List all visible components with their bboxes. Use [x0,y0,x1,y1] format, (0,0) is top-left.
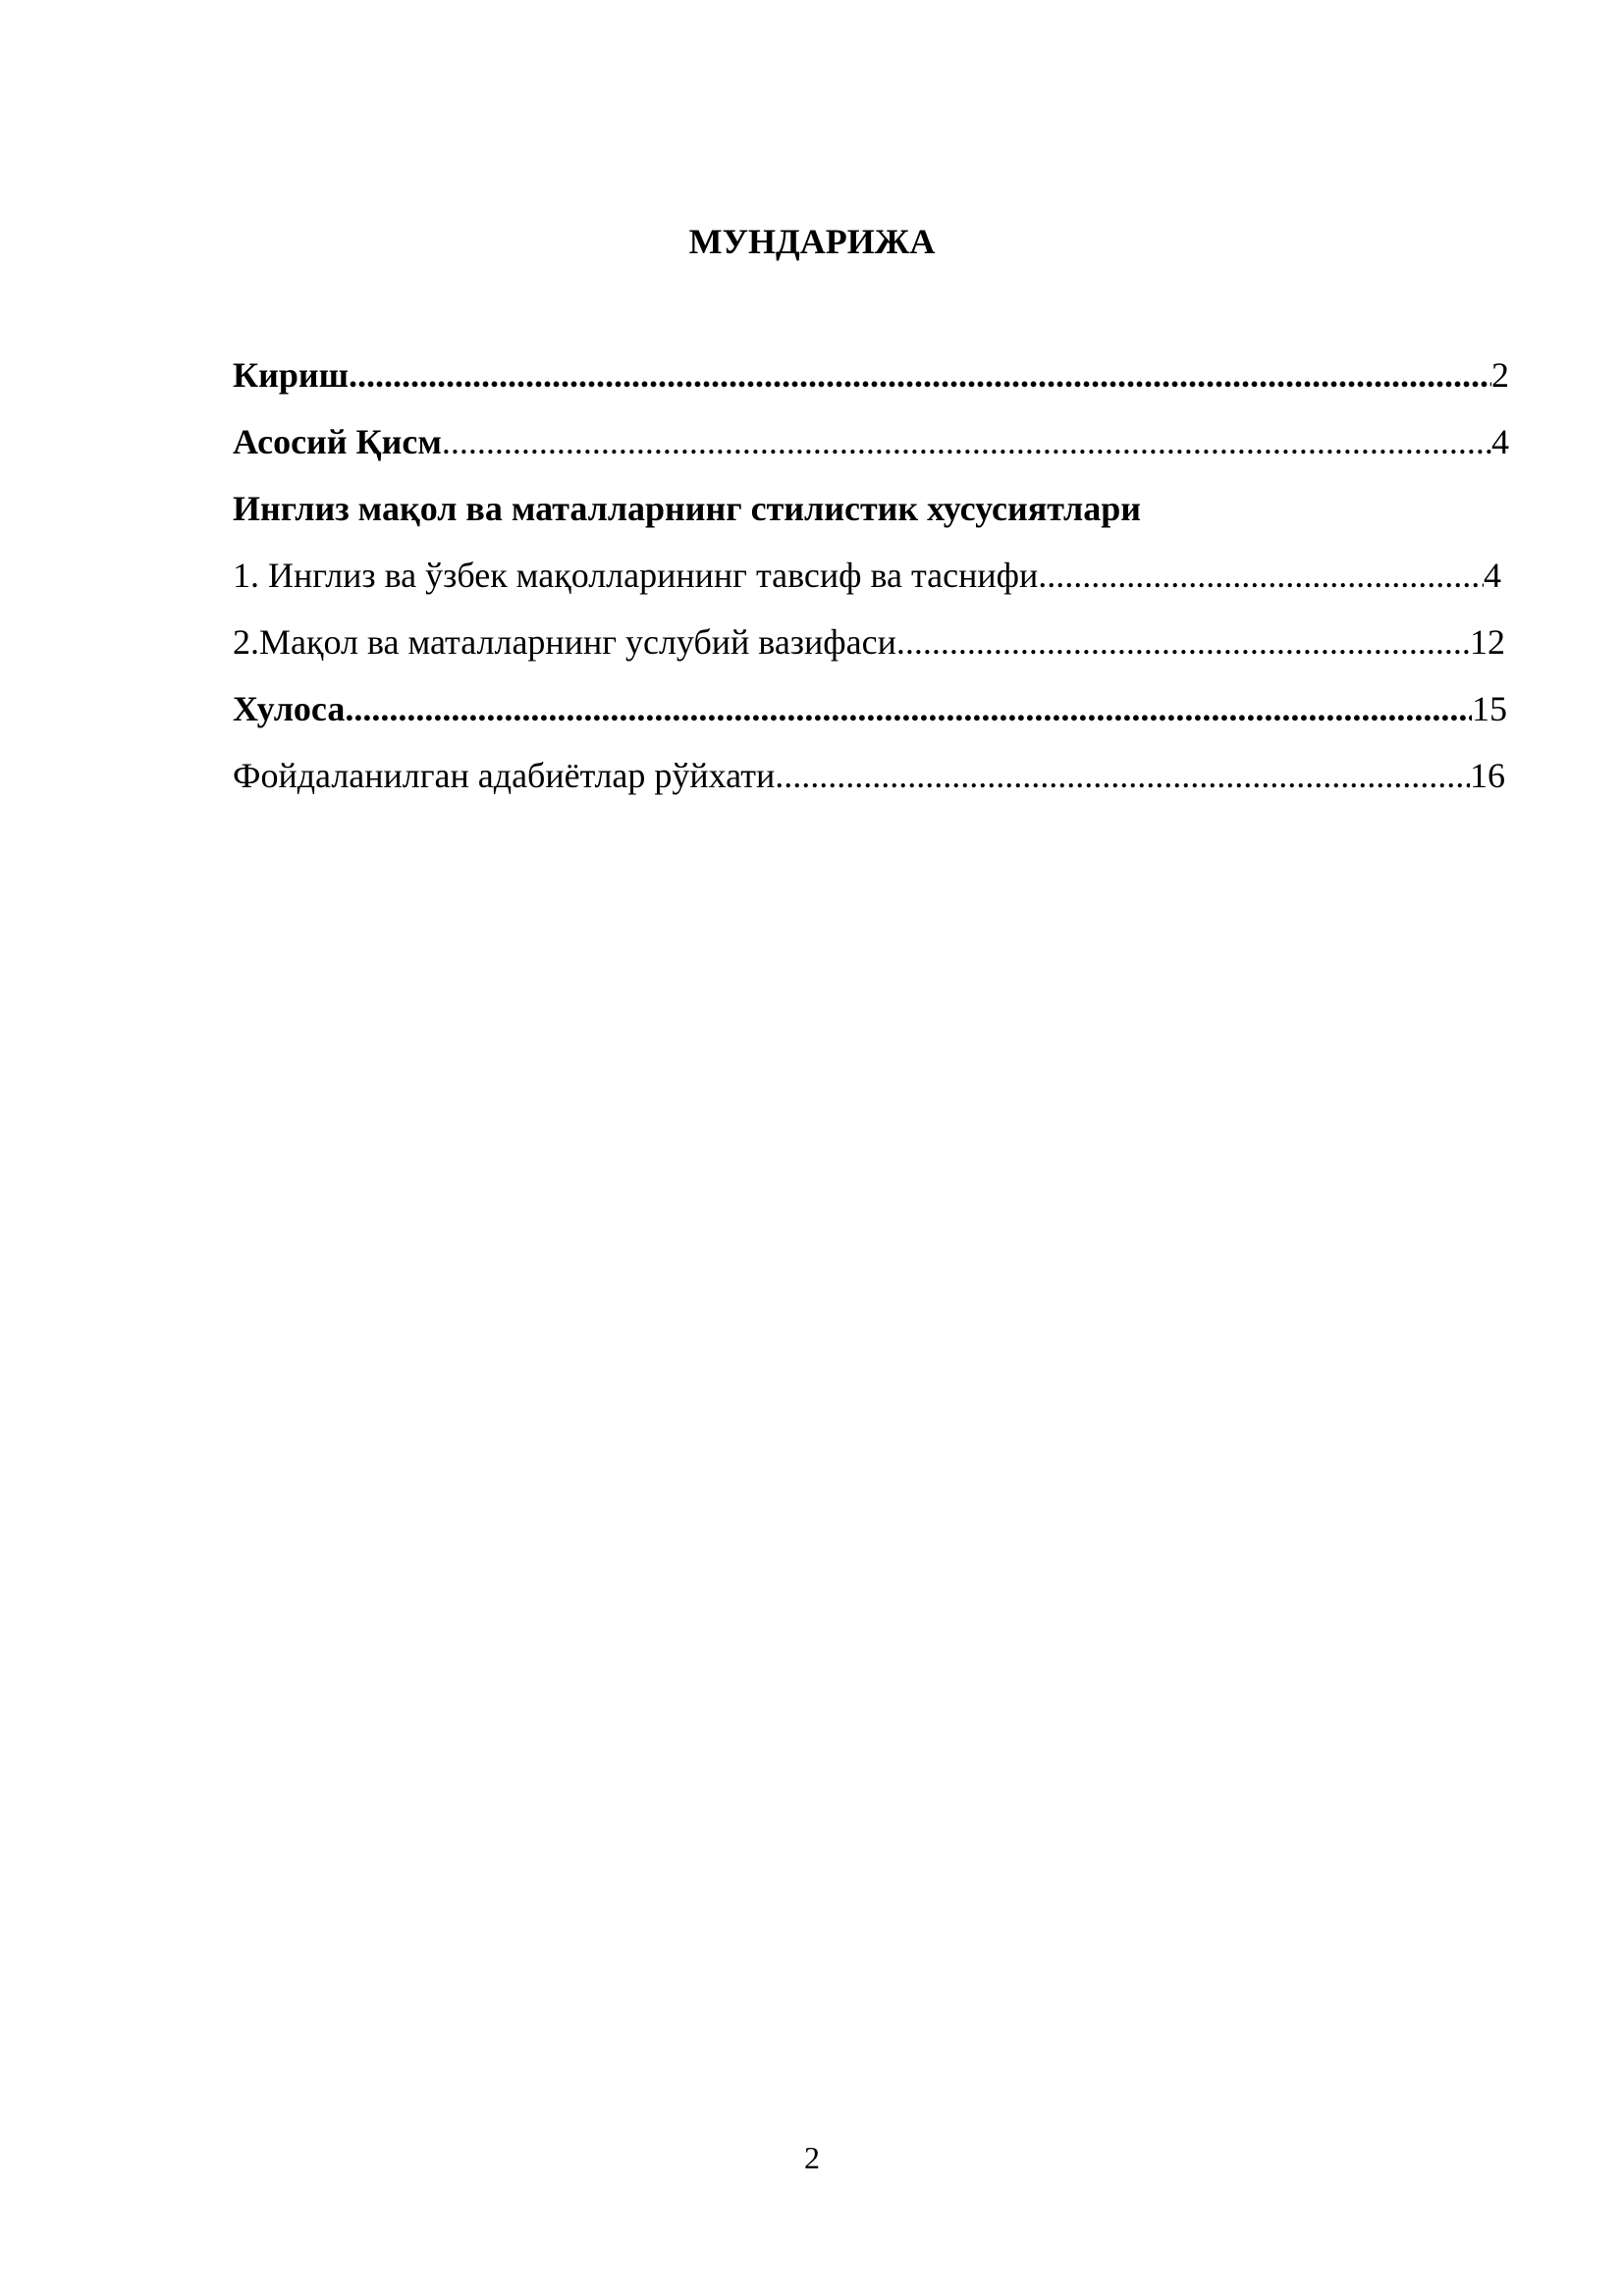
toc-dot-leader [345,685,1472,732]
toc-dot-leader [775,752,1470,799]
toc-entry-subsection-1[interactable] [233,552,1501,599]
toc-dot-leader [896,618,1470,666]
page-number: 2 [804,2140,820,2175]
toc-entry-text: Кириш [233,355,350,395]
toc-entry-text: Фойдаланилган адабиётлар рўйхати [233,756,776,795]
toc-entry-kirish[interactable] [233,351,1509,399]
toc-dot-leader [1038,552,1484,599]
toc-page-number: 4 [1484,556,1501,595]
toc-entry-references[interactable] [233,752,1505,799]
toc-entry-text: Хулоса [233,689,346,728]
toc-entry-xulosa[interactable] [233,685,1507,732]
toc-page-number: 12 [1470,622,1505,662]
toc-page-number: 15 [1472,689,1507,728]
toc-page-number: 4 [1491,422,1509,461]
toc-page-number: 2 [1491,355,1509,395]
toc-entry-text: Асосий Қисм [233,422,442,461]
toc-title: МУНДАРИЖА [688,222,936,261]
toc-page-number: 16 [1470,756,1505,795]
toc-dot-leader [349,351,1491,399]
toc-entry-subsection-2[interactable] [233,618,1505,666]
toc-entry-text: 1. Инглиз ва ўзбек мақолларининг тавсиф ва таснифи [233,556,1039,595]
toc-entry-asosiy-qism[interactable] [233,418,1509,465]
toc-section-heading: Инглиз мақол ва маталларнинг стилистик хусусиятлари [233,489,1141,528]
toc-dot-leader [442,418,1491,465]
toc-entry-text: 2.Мақол ва маталларнинг услубий вазифаси [233,622,896,662]
